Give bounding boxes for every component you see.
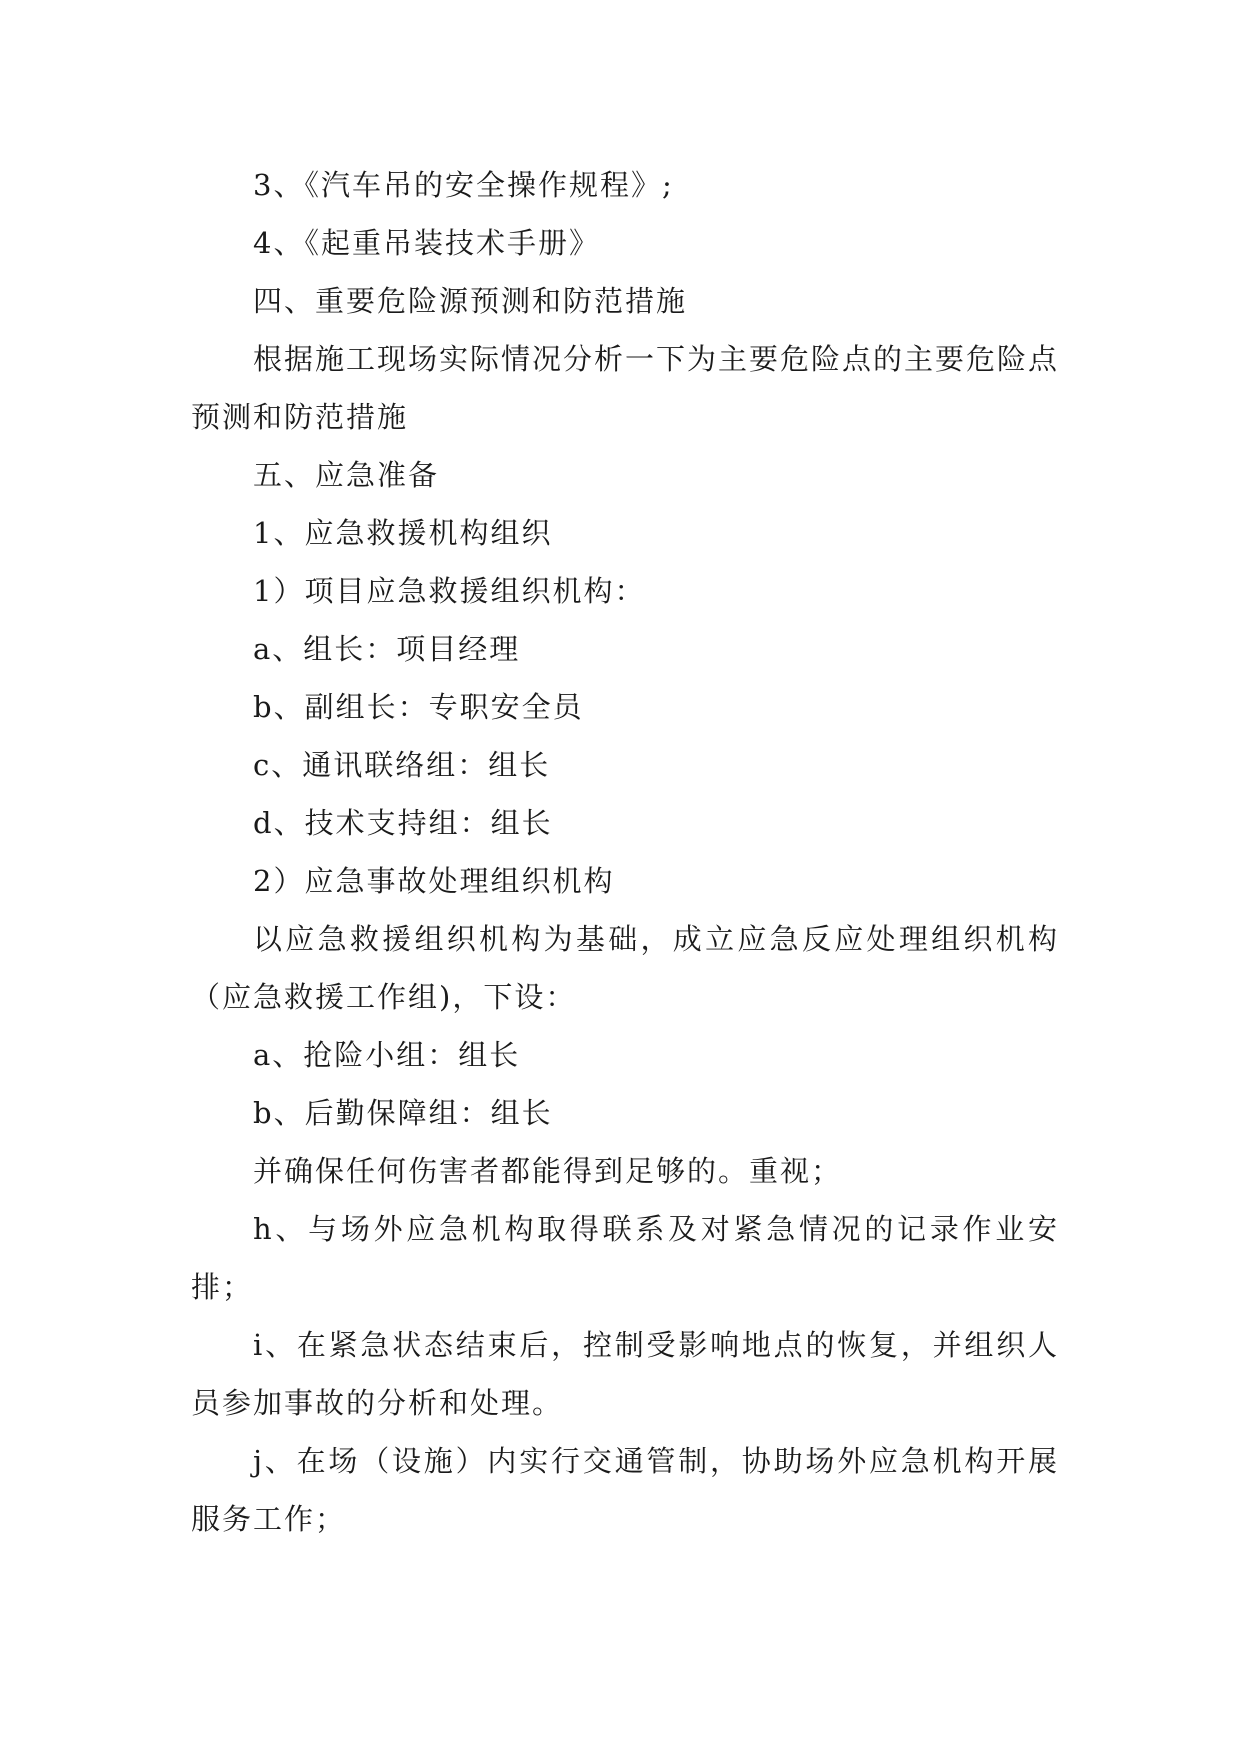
list-item: i、在紧急状态结束后，控制受影响地点的恢复，并组织人员参加事故的分析和处理。 [191,1328,1059,1420]
list-item: d、技术支持组：组长 [253,806,553,840]
list-item: h、与场外应急机构取得联系及对紧急情况的记录作业安排； [191,1212,1059,1304]
section-heading: 四、重要危险源预测和防范措施 [253,284,688,318]
list-item: a、组长：项目经理 [253,632,521,666]
paragraph: 2）应急事故处理组织机构 [253,864,615,898]
list-item: c、通讯联络组：组长 [253,748,551,782]
paragraph: 1）项目应急救援组织机构： [253,574,646,608]
paragraph: 1、应急救援机构组织 [253,516,553,550]
paragraph: 以应急救援组织机构为基础，成立应急反应处理组织机构（应急救援工作组)，下设： [191,922,1059,1014]
list-item: j、在场（设施）内实行交通管制，协助场外应急机构开展服务工作； [191,1444,1059,1536]
paragraph: 3、《汽车吊的安全操作规程》; [253,168,674,202]
paragraph: 并确保任何伤害者都能得到足够的。重视； [253,1154,843,1188]
list-item: a、抢险小组：组长 [253,1038,521,1072]
paragraph: 根据施工现场实际情况分析一下为主要危险点的主要危险点预测和防范措施 [191,342,1060,434]
list-item: b、副组长：专职安全员 [253,690,584,724]
list-item: b、后勤保障组：组长 [253,1096,553,1130]
paragraph: 4、《起重吊装技术手册》 [253,226,600,260]
document-body [191,156,1059,1548]
section-heading: 五、应急准备 [253,458,440,492]
